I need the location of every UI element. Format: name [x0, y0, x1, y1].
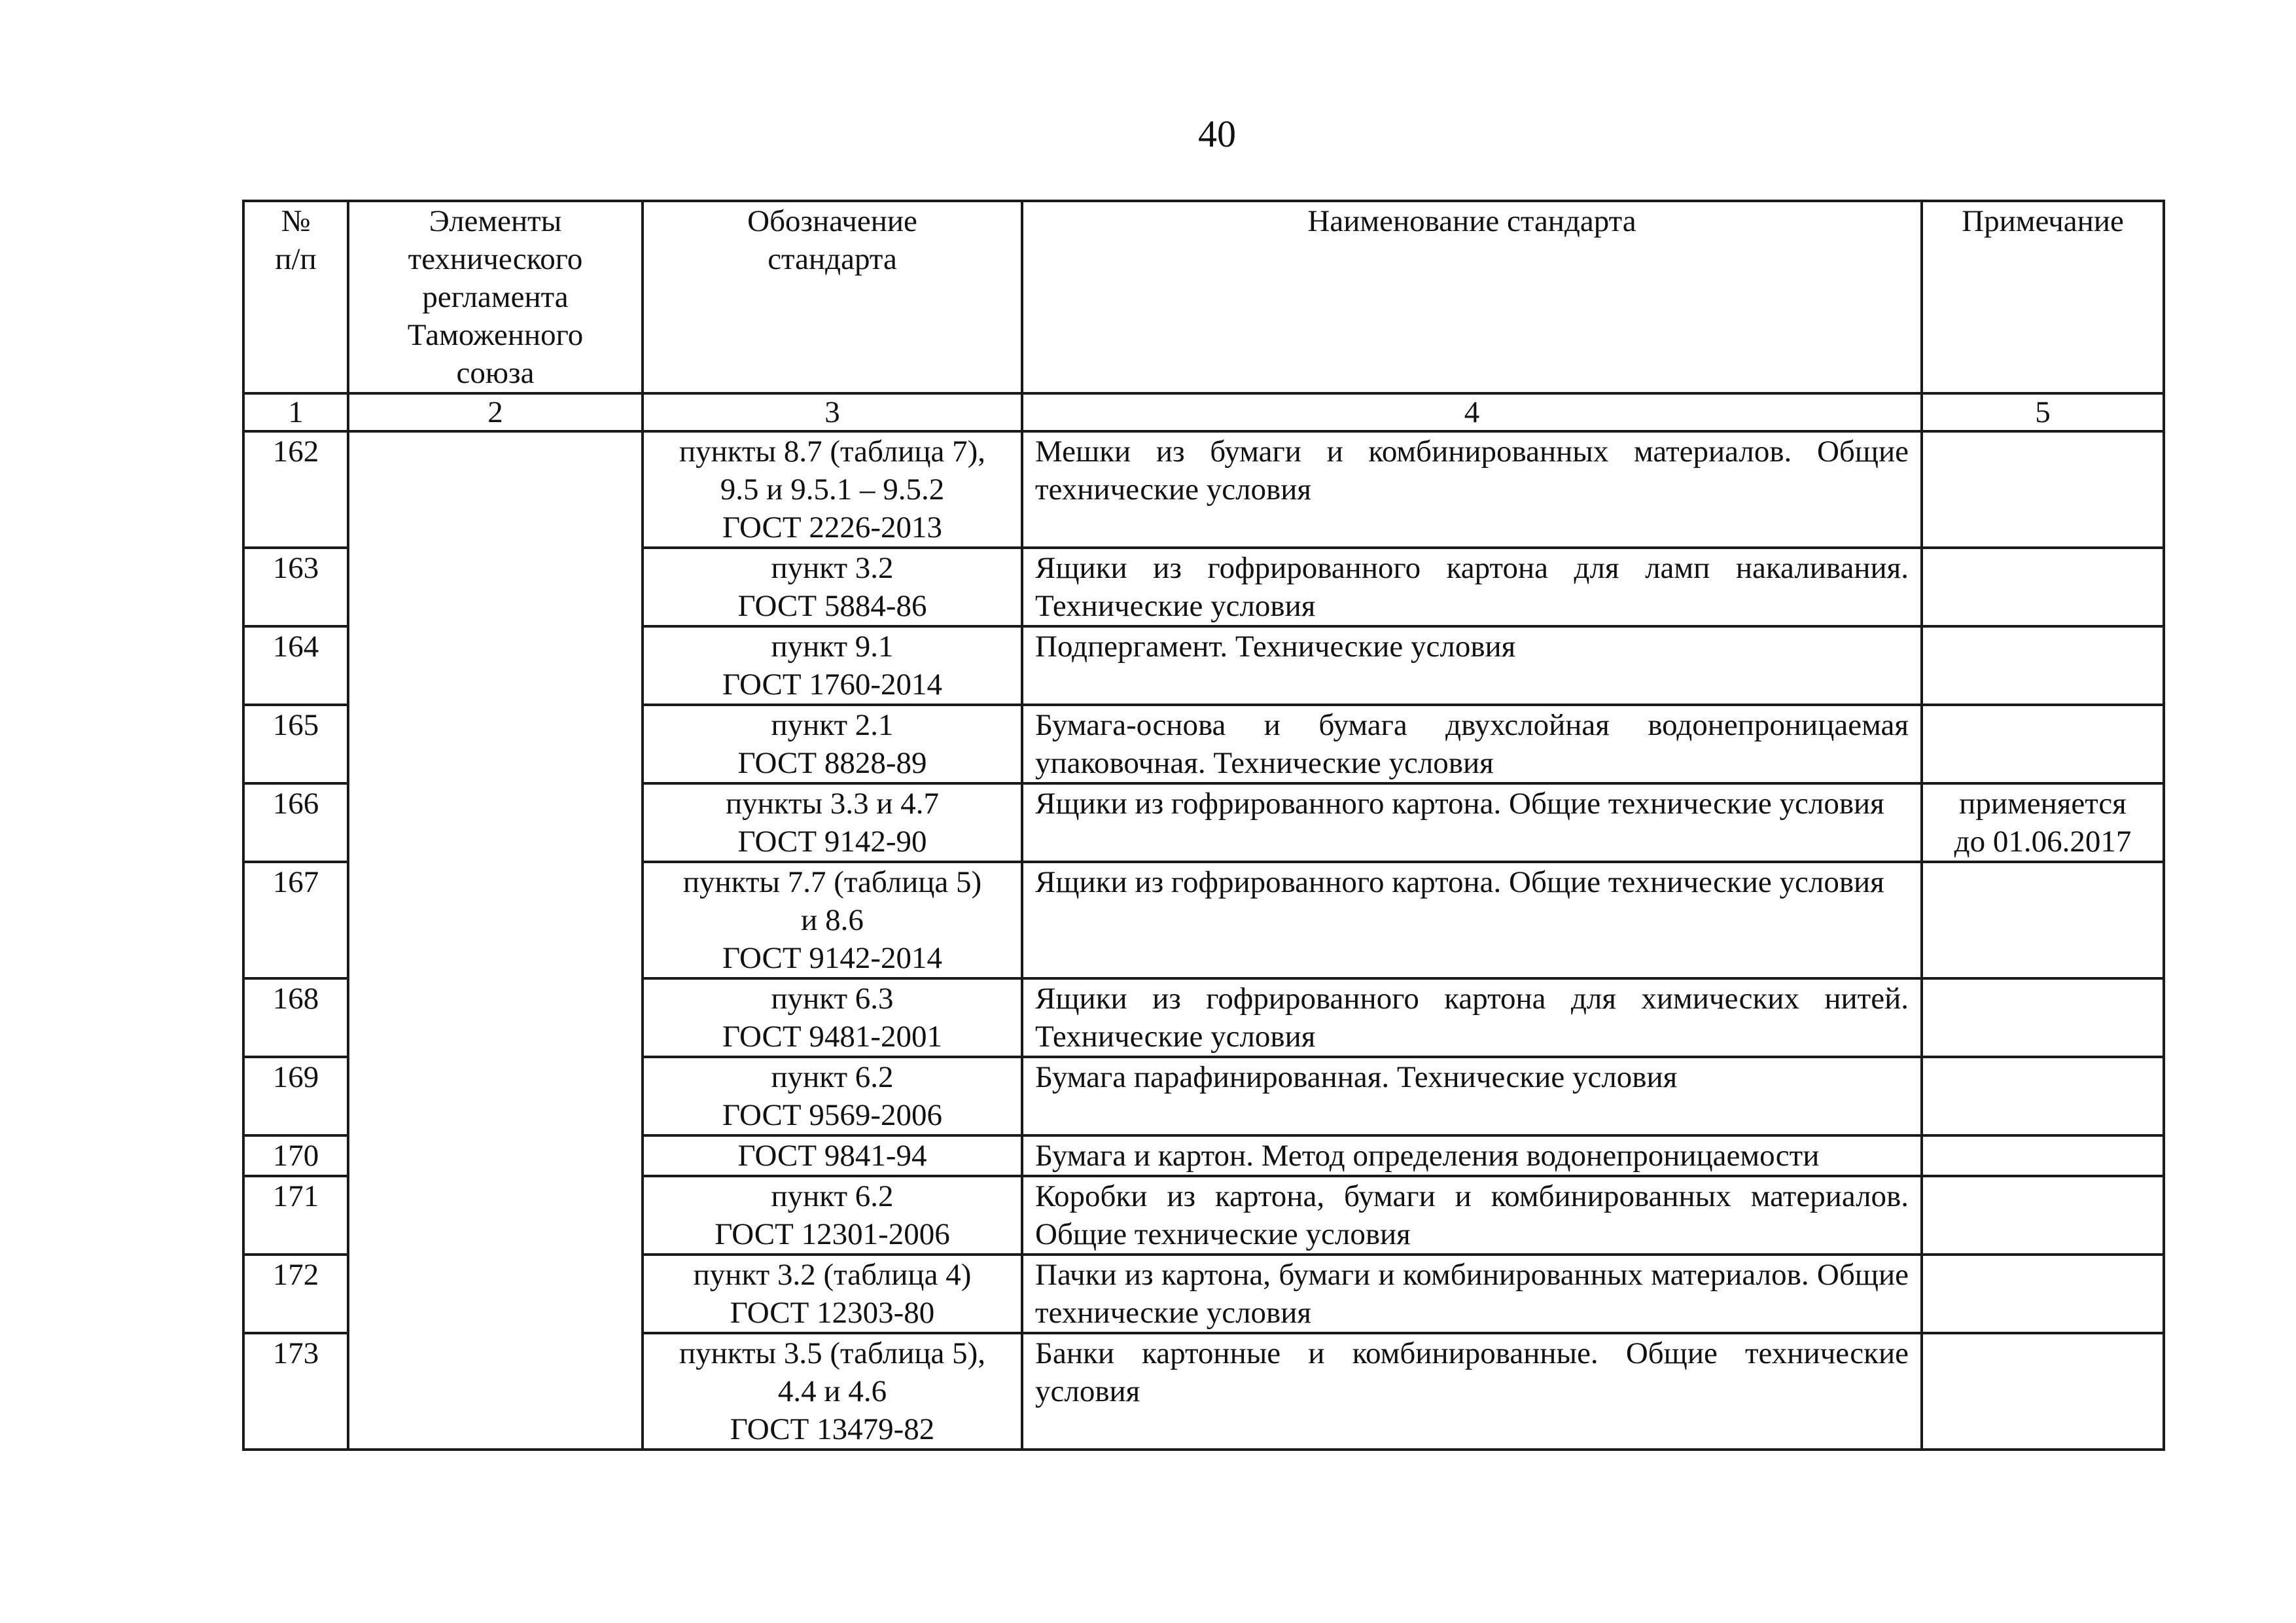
header-note: [1922, 201, 2164, 393]
designation-line: пункт 3.2 (таблица 4): [693, 1258, 972, 1292]
designation-line: пункты 3.5 (таблица 5),: [679, 1336, 986, 1370]
standard-name: Бумага-основа и бумага двухслойная водонепроницаемая упаковочная. Технические условия: [1022, 705, 1922, 783]
standard-name: Подпергамент. Технические условия: [1022, 626, 1922, 705]
designation-line: пункты 7.7 (таблица 5): [682, 865, 982, 899]
table-body: [243, 431, 2164, 1450]
note: [1922, 626, 2164, 705]
designation-line: пункт 3.2: [771, 551, 894, 585]
header-designation: [643, 201, 1022, 393]
note: [1922, 1255, 2164, 1333]
note-line: до 01.06.2017: [1954, 825, 2132, 859]
column-number: 5: [1922, 393, 2164, 431]
row-number: 170: [243, 1135, 348, 1176]
page-number: 40: [1198, 113, 1236, 155]
row-number: 173: [243, 1333, 348, 1450]
row-number: 162: [243, 431, 348, 548]
standard-designation: [643, 1255, 1022, 1333]
standard-designation: [643, 1135, 1022, 1176]
row-number: 163: [243, 548, 348, 626]
header-line: технического: [408, 242, 583, 276]
note: [1922, 978, 2164, 1057]
standard-designation: [643, 1057, 1022, 1135]
row-number: 172: [243, 1255, 348, 1333]
note: [1922, 1176, 2164, 1255]
standard-designation: [643, 1176, 1022, 1255]
designation-line: пункт 2.1: [771, 708, 894, 742]
standard-designation: [643, 548, 1022, 626]
header-line: Таможенного: [407, 318, 584, 352]
standard-name: Ящики из гофрированного картона. Общие технические условия: [1022, 862, 1922, 978]
standard-name: Ящики из гофрированного картона для химических нитей. Технические условия: [1022, 978, 1922, 1057]
designation-line: ГОСТ 1760-2014: [722, 668, 942, 702]
standard-designation: [643, 1333, 1022, 1450]
note: [1922, 1057, 2164, 1135]
standard-designation: [643, 862, 1022, 978]
header-line: регламента: [422, 280, 569, 314]
header-line: Обозначение: [747, 204, 917, 238]
standard-name: Ящики из гофрированного картона для ламп накаливания. Технические условия: [1022, 548, 1922, 626]
header-line: №: [281, 204, 311, 238]
header-line: стандарта: [768, 242, 897, 276]
standard-designation: [643, 978, 1022, 1057]
row-number: 167: [243, 862, 348, 978]
standard-name: Мешки из бумаги и комбинированных материалов. Общие технические условия: [1022, 431, 1922, 548]
designation-line: ГОСТ 2226-2013: [722, 510, 942, 544]
designation-line: пункт 6.2: [771, 1060, 894, 1094]
standard-name: Коробки из картона, бумаги и комбинированных материалов. Общие технические условия: [1022, 1176, 1922, 1255]
table-row: [243, 431, 2164, 548]
designation-line: ГОСТ 9481-2001: [722, 1020, 942, 1054]
standards-table: [242, 200, 2165, 1451]
designation-line: ГОСТ 8828-89: [737, 746, 927, 780]
designation-line: пункт 6.3: [771, 982, 894, 1016]
designation-line: ГОСТ 13479-82: [730, 1412, 935, 1446]
designation-line: и 8.6: [801, 903, 864, 937]
standard-designation: [643, 705, 1022, 783]
standard-designation: [643, 626, 1022, 705]
header-line: Элементы: [429, 204, 562, 238]
note: [1922, 705, 2164, 783]
note: [1922, 548, 2164, 626]
note: [1922, 862, 2164, 978]
note: [1922, 783, 2164, 862]
standard-name: Бумага парафинированная. Технические условия: [1022, 1057, 1922, 1135]
row-number: 171: [243, 1176, 348, 1255]
designation-line: ГОСТ 12303-80: [730, 1296, 935, 1330]
table-header-row: [243, 201, 2164, 393]
column-number: 2: [348, 393, 643, 431]
standard-name: Ящики из гофрированного картона. Общие технические условия: [1022, 783, 1922, 862]
designation-line: пункт 9.1: [771, 630, 894, 664]
header-line: Наименование стандарта: [1307, 204, 1636, 238]
row-number: 169: [243, 1057, 348, 1135]
column-number: 4: [1022, 393, 1922, 431]
standard-designation: [643, 431, 1022, 548]
row-number: 164: [243, 626, 348, 705]
header-line: союза: [456, 356, 535, 390]
designation-line: пункт 6.2: [771, 1179, 894, 1213]
designation-line: ГОСТ 9569-2006: [722, 1098, 942, 1132]
designation-line: ГОСТ 9841-94: [737, 1139, 927, 1173]
row-number: 168: [243, 978, 348, 1057]
header-line: п/п: [275, 242, 317, 276]
note: [1922, 1333, 2164, 1450]
designation-line: ГОСТ 5884-86: [737, 589, 927, 623]
column-number: 3: [643, 393, 1022, 431]
designation-line: ГОСТ 9142-90: [737, 825, 927, 859]
designation-line: пункты 8.7 (таблица 7),: [679, 435, 986, 469]
designation-line: пункты 3.3 и 4.7: [725, 787, 940, 821]
header-number: [243, 201, 348, 393]
header-standard-name: [1022, 201, 1922, 393]
designation-line: 9.5 и 9.5.1 – 9.5.2: [720, 473, 945, 507]
standard-name: Пачки из картона, бумаги и комбинированных материалов. Общие технические условия: [1022, 1255, 1922, 1333]
designation-line: ГОСТ 9142-2014: [722, 941, 942, 975]
row-number: 166: [243, 783, 348, 862]
column-number-row: [243, 393, 2164, 431]
header-elements: [348, 201, 643, 393]
header-line: Примечание: [1962, 204, 2124, 238]
regulation-elements-cell: [348, 431, 643, 1450]
standard-name: Банки картонные и комбинированные. Общие технические условия: [1022, 1333, 1922, 1450]
column-number: 1: [243, 393, 348, 431]
designation-line: ГОСТ 12301-2006: [715, 1217, 950, 1251]
standard-designation: [643, 783, 1022, 862]
note-line: применяется: [1959, 787, 2127, 821]
note: [1922, 1135, 2164, 1176]
row-number: 165: [243, 705, 348, 783]
designation-line: 4.4 и 4.6: [777, 1374, 887, 1408]
note: [1922, 431, 2164, 548]
standard-name: Бумага и картон. Метод определения водонепроницаемости: [1022, 1135, 1922, 1176]
